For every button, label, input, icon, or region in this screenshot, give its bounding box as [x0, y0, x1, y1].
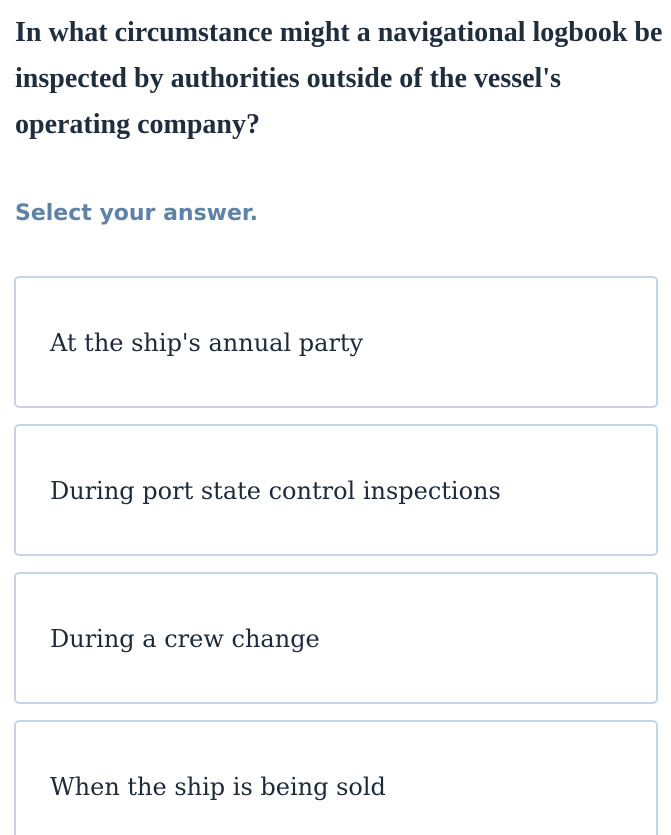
question-text: In what circumstance might a navigational logbook be inspected by authorities outside of the vessel's operating company? — [15, 17, 663, 140]
answer-option-2[interactable] — [14, 424, 658, 556]
answer-option-3[interactable] — [14, 572, 658, 704]
answer-option-label: During port state control inspections — [50, 477, 501, 505]
answer-option-label: At the ship's annual party — [50, 329, 364, 357]
answer-option-label: When the ship is being sold — [50, 773, 386, 801]
select-answer-prompt: Select your answer. — [15, 201, 258, 226]
answer-option-4[interactable] — [14, 720, 658, 835]
answer-option-1[interactable] — [14, 276, 658, 408]
answer-option-label: During a crew change — [50, 625, 320, 653]
